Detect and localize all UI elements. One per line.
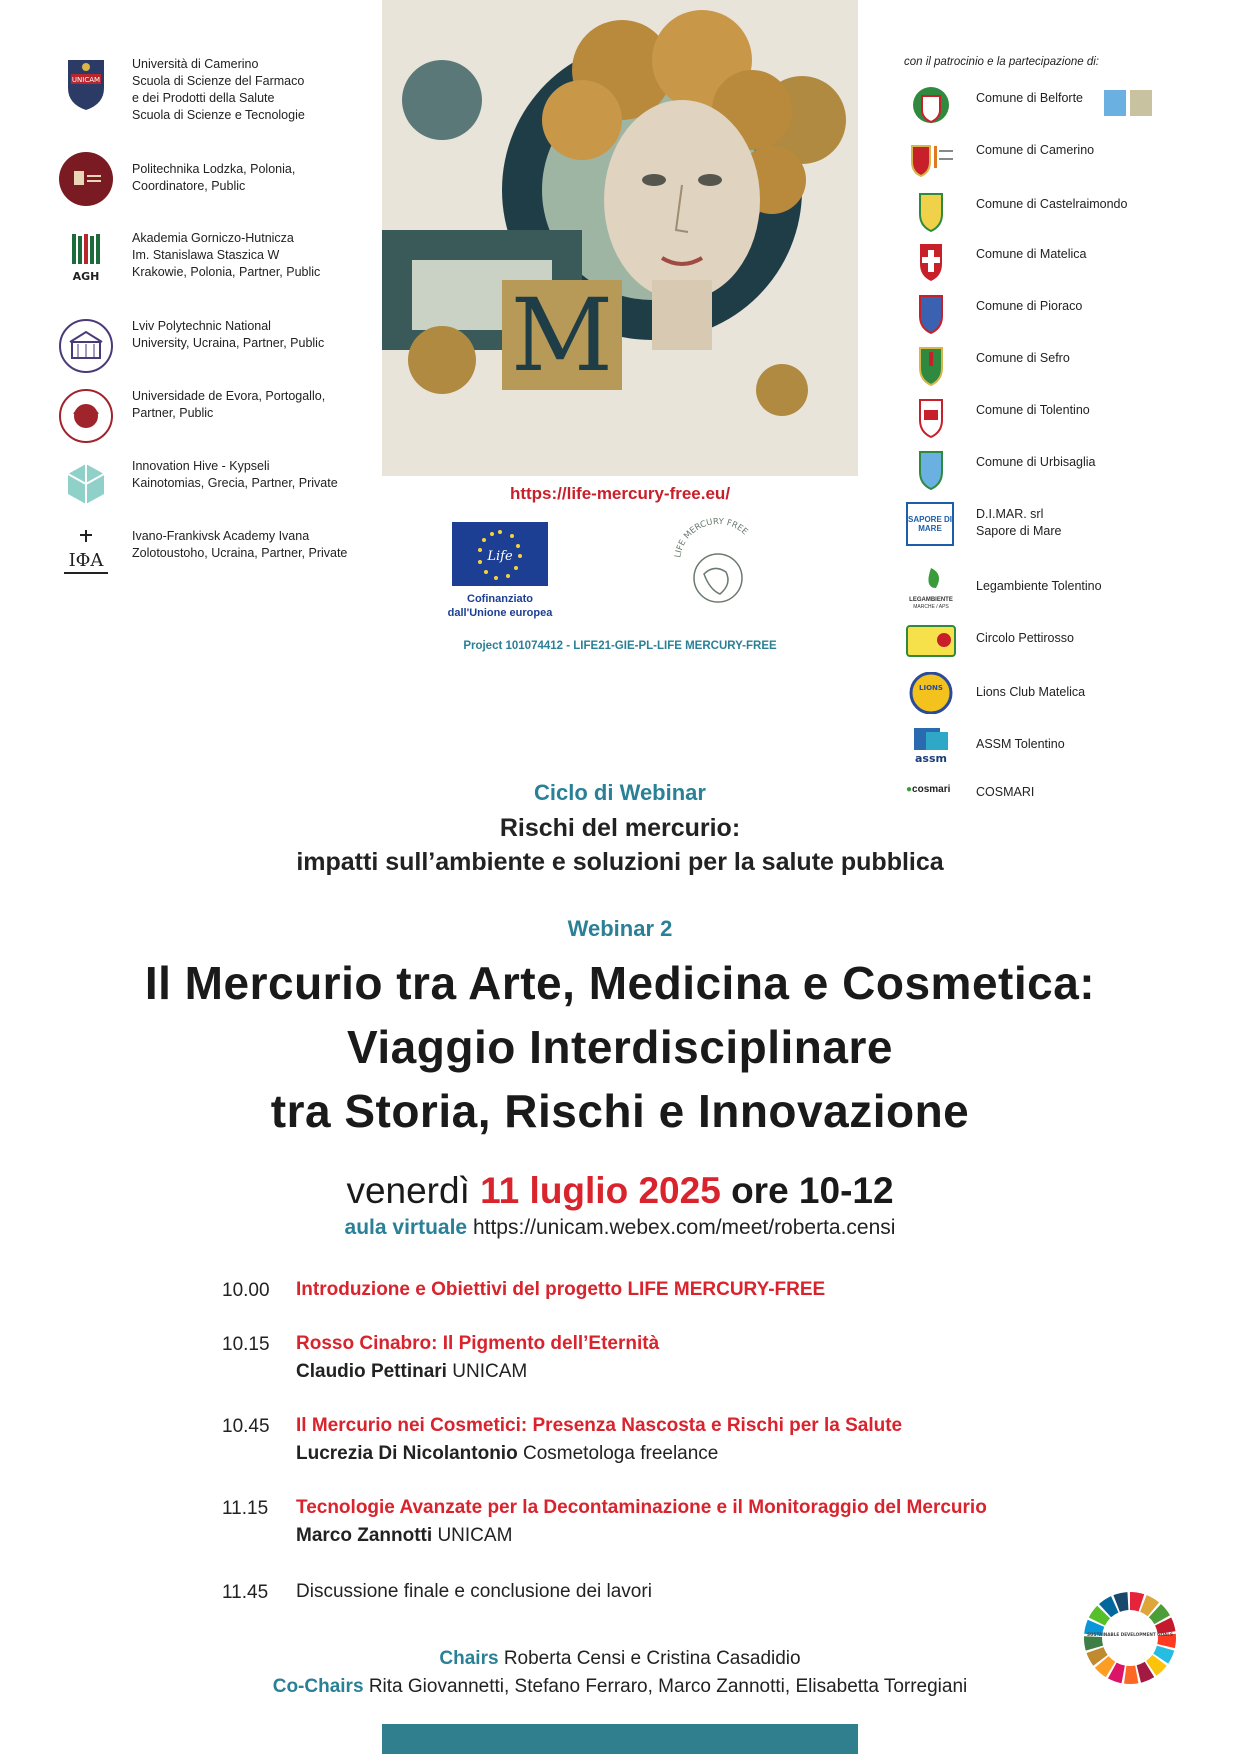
webinar-title-line-3: tra Storia, Rischi e Innovazione <box>270 1085 970 1137</box>
partner-innovation-hive <box>58 458 388 518</box>
svg-text:AGH: AGH <box>72 270 100 283</box>
hero-artwork <box>382 0 858 476</box>
partner-lodz <box>58 151 388 211</box>
patron-label: Legambiente Tolentino <box>976 579 1102 593</box>
partner-ifa <box>58 528 388 588</box>
patron-label: ASSM Tolentino <box>976 737 1065 751</box>
patron-label: Comune di Camerino <box>976 143 1095 157</box>
partner-lviv <box>58 318 388 378</box>
co-chairs-line <box>0 1676 1240 1698</box>
patron-belforte <box>906 84 1216 128</box>
event-date <box>0 1170 1240 1212</box>
virtual-room-label: aula virtuale <box>344 1216 468 1239</box>
patron-label: Lions Club Matelica <box>976 685 1086 699</box>
virtual-room <box>0 1216 1240 1240</box>
agenda-title: Introduzione e Obiettivi del progetto LIFE MERCURY-FREE <box>296 1279 826 1300</box>
webinar-title-line-2: Viaggio Interdisciplinare <box>347 1021 893 1073</box>
agenda-item <box>296 1330 659 1386</box>
lviv-building-icon <box>58 318 114 374</box>
pioraco-crest-icon <box>906 292 956 334</box>
svg-text:IΦA: IΦA <box>68 550 104 571</box>
partner-agh <box>58 230 388 290</box>
assm-logo-icon <box>906 724 956 766</box>
chairs-names: Roberta Censi e Cristina Casadidio <box>503 1648 801 1669</box>
lodz-seal-icon <box>58 151 114 207</box>
patron-label: Comune di Belforte <box>976 91 1084 105</box>
series-label: Ciclo di Webinar <box>534 780 706 805</box>
partner-text: Innovation Hive - Kypseli Kainotomias, Grecia, Partner, Private <box>132 459 338 490</box>
sdg-wheel-icon <box>1082 1590 1178 1686</box>
lions-logo-icon <box>906 672 956 714</box>
agenda-speaker: Marco Zannotti UNICAM <box>296 1525 513 1546</box>
agenda-speaker: Lucrezia Di Nicolantonio Cosmetologa freelance <box>296 1443 719 1464</box>
sefro-crest-icon <box>906 344 956 386</box>
agenda-item <box>296 1494 987 1550</box>
eu-stars-icon <box>452 522 548 586</box>
partner-text: Politechnika Lodzka, Polonia, Coordinatore, Public <box>132 162 296 193</box>
patron-label: Comune di Sefro <box>976 351 1070 365</box>
agenda-time: 11.15 <box>222 1498 269 1519</box>
agenda-title: Tecnologie Avanzate per la Decontaminazione e il Monitoraggio del Mercurio <box>296 1497 987 1518</box>
agenda-item <box>296 1412 902 1468</box>
pettirosso-logo-icon <box>906 620 956 662</box>
partner-text: Universidade de Evora, Portogallo, Partner, Public <box>132 389 326 420</box>
ifa-cross-icon <box>58 528 114 584</box>
patron-pettirosso <box>906 620 1216 664</box>
agh-icon <box>58 230 114 286</box>
agenda-title: Discussione finale e conclusione dei lavori <box>296 1581 652 1602</box>
svg-text:Life: Life <box>487 549 513 564</box>
webinar-title-line-1: Il Mercurio tra Arte, Medicina e Cosmetica: <box>144 957 1096 1009</box>
life-mercury-free-logo <box>668 518 768 608</box>
svg-text:SUSTAINABLE DEVELOPMENT GOALS: SUSTAINABLE DEVELOPMENT GOALS <box>1087 1632 1173 1637</box>
matelica-crest-icon <box>906 240 956 282</box>
webinar-label: Webinar 2 <box>567 916 673 941</box>
legambiente-logo-icon: LEGAMBIENTE MARCHE / APS <box>906 566 956 608</box>
partner-unicam <box>58 56 388 122</box>
partner-text: Università di Camerino Scuola di Scienze del Farmaco e dei Prodotti della Salute Scuola di Scienze e Tecnologie <box>132 57 305 122</box>
patron-label: Comune di Pioraco <box>976 299 1083 313</box>
agenda-speaker: Claudio Pettinari UNICAM <box>296 1361 528 1382</box>
patron-sefro <box>906 344 1216 388</box>
agenda-title: Rosso Cinabro: Il Pigmento dell’Eternità <box>296 1333 660 1354</box>
patron-label: Circolo Pettirosso <box>976 631 1074 645</box>
series-title-line-1: Rischi del mercurio: <box>499 814 741 842</box>
belforte-crest-icon <box>906 84 956 126</box>
agenda-title: Il Mercurio nei Cosmetici: Presenza Nascosta e Rischi per la Salute <box>296 1415 903 1436</box>
patron-label: Comune di Tolentino <box>976 403 1090 417</box>
patron-label: Comune di Urbisaglia <box>976 455 1096 469</box>
eu-caption: Cofinanziato dall'Unione europea <box>447 593 553 619</box>
event-time: ore 10-12 <box>731 1170 894 1211</box>
agenda-time: 11.45 <box>222 1582 269 1603</box>
unicam-shield-icon <box>58 56 114 112</box>
castelraimondo-crest-icon <box>906 190 956 232</box>
partner-text: Lviv Polytechnic National University, Ucraina, Partner, Public <box>132 319 325 350</box>
event-date-value: 11 luglio 2025 <box>480 1170 721 1211</box>
bottom-bar <box>382 1724 858 1754</box>
co-chairs-names: Rita Giovannetti, Stefano Ferraro, Marco Zannotti, Elisabetta Torregiani <box>368 1676 968 1697</box>
patron-label: COSMARI <box>976 785 1035 799</box>
patron-sapore-di-mare <box>906 502 1216 546</box>
sapore-di-mare-logo-icon: SAPORE DI MARE <box>906 502 954 546</box>
eu-life-logo <box>452 522 548 586</box>
agenda-time: 10.15 <box>222 1334 270 1355</box>
patron-label: D.I.MAR. srl Sapore di Mare <box>976 507 1062 538</box>
chairs-line <box>0 1648 1240 1670</box>
partner-evora <box>58 388 388 448</box>
partner-text: Akademia Gorniczo-Hutnicza Im. Stanislawa Staszica W Krakowie, Polonia, Partner, Public <box>132 231 321 279</box>
partner-text: Ivano-Frankivsk Academy Ivana Zolotoustoho, Ucraina, Partner, Private <box>132 529 348 560</box>
patron-matelica <box>906 240 1216 284</box>
belforte-badge-icon <box>1104 90 1126 116</box>
svg-text:UNICAM: UNICAM <box>71 76 101 84</box>
cosmari-logo-icon: ●cosmari <box>906 784 951 795</box>
tolentino-crest-icon <box>906 396 956 438</box>
evora-seal-icon <box>58 388 114 444</box>
svg-text:assm: assm <box>915 752 947 765</box>
patron-camerino <box>906 136 1216 180</box>
agenda-time: 10.45 <box>222 1416 270 1437</box>
chairs-label: Chairs <box>439 1648 499 1669</box>
patron-urbisaglia <box>906 448 1216 492</box>
event-day: venerdì <box>346 1170 470 1211</box>
project-code: Project 101074412 - LIFE21-GIE-PL-LIFE MERCURY-FREE <box>463 640 777 652</box>
agenda-item <box>296 1276 825 1304</box>
lmf-globe-icon <box>668 518 768 608</box>
co-chairs-label: Co-Chairs <box>272 1676 364 1697</box>
hive-hexagon-icon <box>58 458 114 514</box>
agenda-time: 10.00 <box>222 1280 270 1301</box>
series-title-line-2: impatti sull’ambiente e soluzioni per la salute pubblica <box>296 848 944 876</box>
patron-assm <box>906 724 1216 768</box>
project-url-link[interactable]: https://life-mercury-free.eu/ <box>509 484 731 503</box>
agenda-item <box>296 1578 652 1606</box>
patronage-caption: con il patrocinio e la partecipazione di: <box>904 56 1099 68</box>
mercury-portrait-illustration <box>382 0 858 476</box>
svg-text:LIFE MERCURY FREE: LIFE MERCURY FREE <box>673 518 750 559</box>
patron-lions <box>906 672 1216 716</box>
patron-pioraco <box>906 292 1216 336</box>
patron-label: Comune di Matelica <box>976 247 1087 261</box>
svg-text:LIONS: LIONS <box>919 684 943 692</box>
patron-tolentino <box>906 396 1216 440</box>
urbisaglia-crest-icon <box>906 448 956 490</box>
patron-legambiente <box>906 566 1216 610</box>
patron-castelraimondo <box>906 190 1216 234</box>
camerino-crest-icon <box>906 136 956 178</box>
patron-label: Comune di Castelraimondo <box>976 197 1128 211</box>
belforte-badge-icon <box>1130 90 1152 116</box>
svg-text:M: M <box>510 277 614 394</box>
webex-link[interactable]: https://unicam.webex.com/meet/roberta.censi <box>472 1216 896 1239</box>
